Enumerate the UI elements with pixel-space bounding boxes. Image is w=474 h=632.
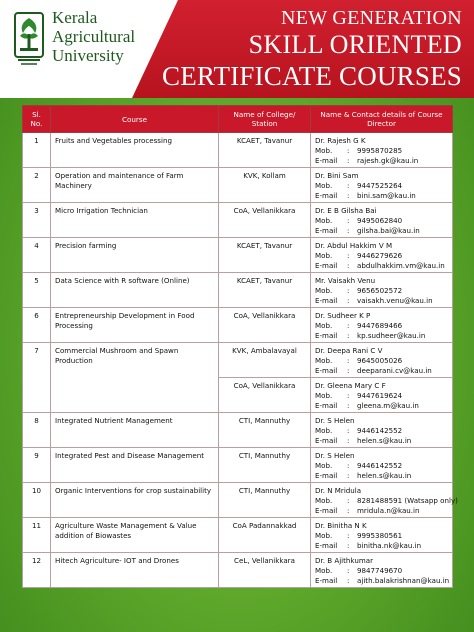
mobile-label: Mob. bbox=[315, 496, 333, 505]
cell-station: KVK, Ambalavayal bbox=[219, 343, 311, 378]
director-mobile bbox=[315, 181, 448, 191]
mobile-label: Mob. bbox=[315, 321, 333, 330]
director-mobile bbox=[315, 216, 448, 226]
separator: : bbox=[347, 496, 350, 505]
table-row bbox=[23, 238, 453, 273]
cell-sl-no: 11 bbox=[23, 518, 51, 553]
column-header-sl: Sl. No. bbox=[23, 106, 51, 133]
email-label: E-mail bbox=[315, 436, 338, 445]
email-address[interactable]: helen.s@kau.in bbox=[357, 436, 412, 445]
cell-course: Organic Interventions for crop sustainability bbox=[51, 483, 219, 518]
director-name: Dr. Abdul Hakkim V M bbox=[315, 241, 393, 250]
courses-table bbox=[22, 105, 458, 588]
cell-director bbox=[311, 553, 453, 588]
mobile-number: 9446142552 bbox=[357, 461, 403, 470]
table-row bbox=[23, 168, 453, 203]
director-name: Dr. S Helen bbox=[315, 451, 355, 460]
email-label: E-mail bbox=[315, 156, 338, 165]
director-email bbox=[315, 296, 448, 306]
director-name: Dr. B Ajithkumar bbox=[315, 556, 373, 565]
cell-station: CoA, Vellanikkara bbox=[219, 203, 311, 238]
email-address[interactable]: kp.sudheer@kau.in bbox=[357, 331, 426, 340]
mobile-number: 9447619624 bbox=[357, 391, 403, 400]
table-row bbox=[23, 203, 453, 238]
cell-sl-no: 4 bbox=[23, 238, 51, 273]
separator: : bbox=[347, 506, 350, 515]
table-row bbox=[23, 343, 453, 378]
courses-table-container bbox=[22, 105, 458, 588]
mobile-number: 9447689466 bbox=[357, 321, 403, 330]
director-name: Dr. Gleena Mary C F bbox=[315, 381, 386, 390]
separator: : bbox=[347, 541, 350, 550]
separator: : bbox=[347, 321, 350, 330]
director-email bbox=[315, 436, 448, 446]
separator: : bbox=[347, 226, 350, 235]
director-name: Dr. Bini Sam bbox=[315, 171, 359, 180]
email-label: E-mail bbox=[315, 226, 338, 235]
cell-station: CTI, Mannuthy bbox=[219, 483, 311, 518]
separator: : bbox=[347, 426, 350, 435]
cell-director bbox=[311, 203, 453, 238]
title-line-1: NEW GENERATION bbox=[280, 7, 462, 29]
cell-director bbox=[311, 448, 453, 483]
director-email bbox=[315, 156, 448, 166]
cell-course: Precision farming bbox=[51, 238, 219, 273]
mobile-number: 9446279626 bbox=[357, 251, 403, 260]
director-email bbox=[315, 471, 448, 481]
email-address[interactable]: rajesh.gk@kau.in bbox=[357, 156, 419, 165]
mobile-label: Mob. bbox=[315, 286, 333, 295]
cell-course: Operation and maintenance of Farm Machinery bbox=[51, 168, 219, 203]
header bbox=[0, 0, 474, 98]
email-label: E-mail bbox=[315, 261, 338, 270]
separator: : bbox=[347, 251, 350, 260]
cell-station: CTI, Mannuthy bbox=[219, 448, 311, 483]
cell-sl-no: 3 bbox=[23, 203, 51, 238]
title-line-2: SKILL ORIENTED bbox=[248, 30, 462, 59]
mobile-label: Mob. bbox=[315, 461, 333, 470]
director-mobile bbox=[315, 321, 448, 331]
column-header-director: Name & Contact details of Course Director bbox=[311, 106, 453, 133]
email-address[interactable]: gleena.m@kau.in bbox=[357, 401, 419, 410]
title-line-3: CERTIFICATE COURSES bbox=[162, 61, 462, 91]
cell-director bbox=[311, 133, 453, 168]
separator: : bbox=[347, 356, 350, 365]
director-email bbox=[315, 191, 448, 201]
university-name bbox=[52, 8, 135, 65]
cell-director bbox=[311, 168, 453, 203]
separator: : bbox=[347, 531, 350, 540]
mobile-label: Mob. bbox=[315, 181, 333, 190]
cell-station: KVK, Kollam bbox=[219, 168, 311, 203]
cell-sl-no: 10 bbox=[23, 483, 51, 518]
email-address[interactable]: vaisakh.venu@kau.in bbox=[357, 296, 433, 305]
cell-director bbox=[311, 343, 453, 378]
separator: : bbox=[347, 436, 350, 445]
cell-director bbox=[311, 413, 453, 448]
table-body bbox=[23, 133, 458, 588]
cell-director bbox=[311, 308, 453, 343]
mobile-number: 9645005026 bbox=[357, 356, 403, 365]
table-row bbox=[23, 483, 453, 518]
cell-course: Micro Irrigation Technician bbox=[51, 203, 219, 238]
cell-station: KCAET, Tavanur bbox=[219, 133, 311, 168]
table-row bbox=[23, 448, 453, 483]
mobile-label: Mob. bbox=[315, 146, 333, 155]
kau-logo-icon bbox=[14, 12, 44, 66]
email-address[interactable]: abdulhakkim.vm@kau.in bbox=[357, 261, 445, 270]
director-email bbox=[315, 366, 448, 376]
mobile-label: Mob. bbox=[315, 251, 333, 260]
cell-course: Agriculture Waste Management & Value addition of Biowastes bbox=[51, 518, 219, 553]
director-mobile bbox=[315, 461, 448, 471]
director-mobile bbox=[315, 251, 448, 261]
university-name-line: Kerala bbox=[52, 8, 98, 27]
director-email bbox=[315, 506, 448, 516]
mobile-number: 9495062840 bbox=[357, 216, 403, 225]
email-label: E-mail bbox=[315, 401, 338, 410]
table-row bbox=[23, 308, 453, 343]
director-email bbox=[315, 331, 448, 341]
table-row bbox=[23, 413, 453, 448]
cell-station: CoA, Vellanikkara bbox=[219, 378, 311, 413]
cell-station: CTI, Mannuthy bbox=[219, 413, 311, 448]
cell-course: Integrated Nutrient Management bbox=[51, 413, 219, 448]
mobile-number: 9656502572 bbox=[357, 286, 403, 295]
separator: : bbox=[347, 156, 350, 165]
cell-station: CoA Padannakkad bbox=[219, 518, 311, 553]
director-mobile bbox=[315, 531, 448, 541]
email-label: E-mail bbox=[315, 506, 338, 515]
cell-course: Commercial Mushroom and Spawn Production bbox=[51, 343, 219, 413]
cell-course: Integrated Pest and Disease Management bbox=[51, 448, 219, 483]
director-mobile bbox=[315, 391, 448, 401]
cell-director bbox=[311, 238, 453, 273]
page-title bbox=[162, 6, 462, 92]
mobile-number: 9995870285 bbox=[357, 146, 403, 155]
cell-station: CoA, Vellanikkara bbox=[219, 308, 311, 343]
director-email bbox=[315, 226, 448, 236]
university-name-line: University bbox=[52, 46, 124, 65]
director-mobile bbox=[315, 356, 448, 366]
email-address[interactable]: mridula.n@kau.in bbox=[357, 506, 420, 515]
cell-course: Entrepreneurship Development in Food Processing bbox=[51, 308, 219, 343]
cell-sl-no: 2 bbox=[23, 168, 51, 203]
table-row bbox=[23, 518, 453, 553]
mobile-label: Mob. bbox=[315, 356, 333, 365]
director-email bbox=[315, 576, 448, 586]
university-name-line: Agricultural bbox=[52, 27, 136, 46]
director-email bbox=[315, 261, 448, 271]
email-label: E-mail bbox=[315, 541, 338, 550]
cell-station: CeL, Vellanikkara bbox=[219, 553, 311, 588]
cell-station: KCAET, Tavanur bbox=[219, 273, 311, 308]
email-label: E-mail bbox=[315, 331, 338, 340]
separator: : bbox=[347, 461, 350, 470]
director-mobile bbox=[315, 286, 448, 296]
table-header-row bbox=[23, 106, 453, 133]
director-name: Dr. N Mridula bbox=[315, 486, 362, 495]
cell-sl-no: 7 bbox=[23, 343, 51, 413]
table-row bbox=[23, 133, 453, 168]
mobile-label: Mob. bbox=[315, 391, 333, 400]
separator: : bbox=[347, 191, 350, 200]
email-label: E-mail bbox=[315, 191, 338, 200]
director-mobile bbox=[315, 566, 448, 576]
table-row bbox=[23, 553, 453, 588]
director-name: Dr. Binitha N K bbox=[315, 521, 367, 530]
cell-director bbox=[311, 378, 453, 413]
director-mobile bbox=[315, 146, 448, 156]
separator: : bbox=[347, 391, 350, 400]
mobile-label: Mob. bbox=[315, 566, 333, 575]
separator: : bbox=[347, 366, 350, 375]
email-address[interactable]: gilsha.bai@kau.in bbox=[357, 226, 420, 235]
cell-course: Hitech Agriculture- IOT and Drones bbox=[51, 553, 219, 588]
mobile-number: 9995380561 bbox=[357, 531, 403, 540]
separator: : bbox=[347, 261, 350, 270]
director-name: Dr. Deepa Rani C V bbox=[315, 346, 383, 355]
column-header-course: Course bbox=[51, 106, 219, 133]
mobile-label: Mob. bbox=[315, 426, 333, 435]
separator: : bbox=[347, 331, 350, 340]
cell-sl-no: 1 bbox=[23, 133, 51, 168]
director-name: Mr. Vaisakh Venu bbox=[315, 276, 376, 285]
cell-sl-no: 9 bbox=[23, 448, 51, 483]
separator: : bbox=[347, 401, 350, 410]
director-name: Dr. E B Gilsha Bai bbox=[315, 206, 377, 215]
mobile-label: Mob. bbox=[315, 531, 333, 540]
mobile-number: 9447525264 bbox=[357, 181, 403, 190]
separator: : bbox=[347, 181, 350, 190]
mobile-label: Mob. bbox=[315, 216, 333, 225]
cell-course: Data Science with R software (Online) bbox=[51, 273, 219, 308]
director-name: Dr. S Helen bbox=[315, 416, 355, 425]
separator: : bbox=[347, 296, 350, 305]
cell-sl-no: 12 bbox=[23, 553, 51, 588]
cell-sl-no: 8 bbox=[23, 413, 51, 448]
email-address[interactable]: ajith.balakrishnan@kau.in bbox=[357, 576, 450, 585]
cell-sl-no: 5 bbox=[23, 273, 51, 308]
separator: : bbox=[347, 566, 350, 575]
email-label: E-mail bbox=[315, 576, 338, 585]
separator: : bbox=[347, 286, 350, 295]
cell-station: KCAET, Tavanur bbox=[219, 238, 311, 273]
separator: : bbox=[347, 216, 350, 225]
email-label: E-mail bbox=[315, 366, 338, 375]
cell-course: Fruits and Vegetables processing bbox=[51, 133, 219, 168]
mobile-number: 9446142552 bbox=[357, 426, 403, 435]
mobile-number: 9847749670 bbox=[357, 566, 403, 575]
email-address[interactable]: bini.sam@kau.in bbox=[357, 191, 416, 200]
director-name: Dr. Rajesh G K bbox=[315, 136, 366, 145]
separator: : bbox=[347, 146, 350, 155]
mobile-number: 8281488591 (Watsapp only) bbox=[357, 496, 458, 505]
email-address[interactable]: helen.s@kau.in bbox=[357, 471, 412, 480]
director-email bbox=[315, 401, 448, 411]
director-mobile bbox=[315, 426, 448, 436]
email-address[interactable]: deeparani.cv@kau.in bbox=[357, 366, 432, 375]
cell-director bbox=[311, 273, 453, 308]
director-email bbox=[315, 541, 448, 551]
separator: : bbox=[347, 471, 350, 480]
email-label: E-mail bbox=[315, 471, 338, 480]
column-header-station: Name of College/ Station bbox=[219, 106, 311, 133]
director-mobile bbox=[315, 496, 458, 506]
cell-sl-no: 6 bbox=[23, 308, 51, 343]
separator: : bbox=[347, 576, 350, 585]
cell-director bbox=[311, 483, 458, 518]
cell-director bbox=[311, 518, 453, 553]
director-name: Dr. Sudheer K P bbox=[315, 311, 371, 320]
email-label: E-mail bbox=[315, 296, 338, 305]
email-address[interactable]: binitha.nk@kau.in bbox=[357, 541, 422, 550]
table-row bbox=[23, 273, 453, 308]
